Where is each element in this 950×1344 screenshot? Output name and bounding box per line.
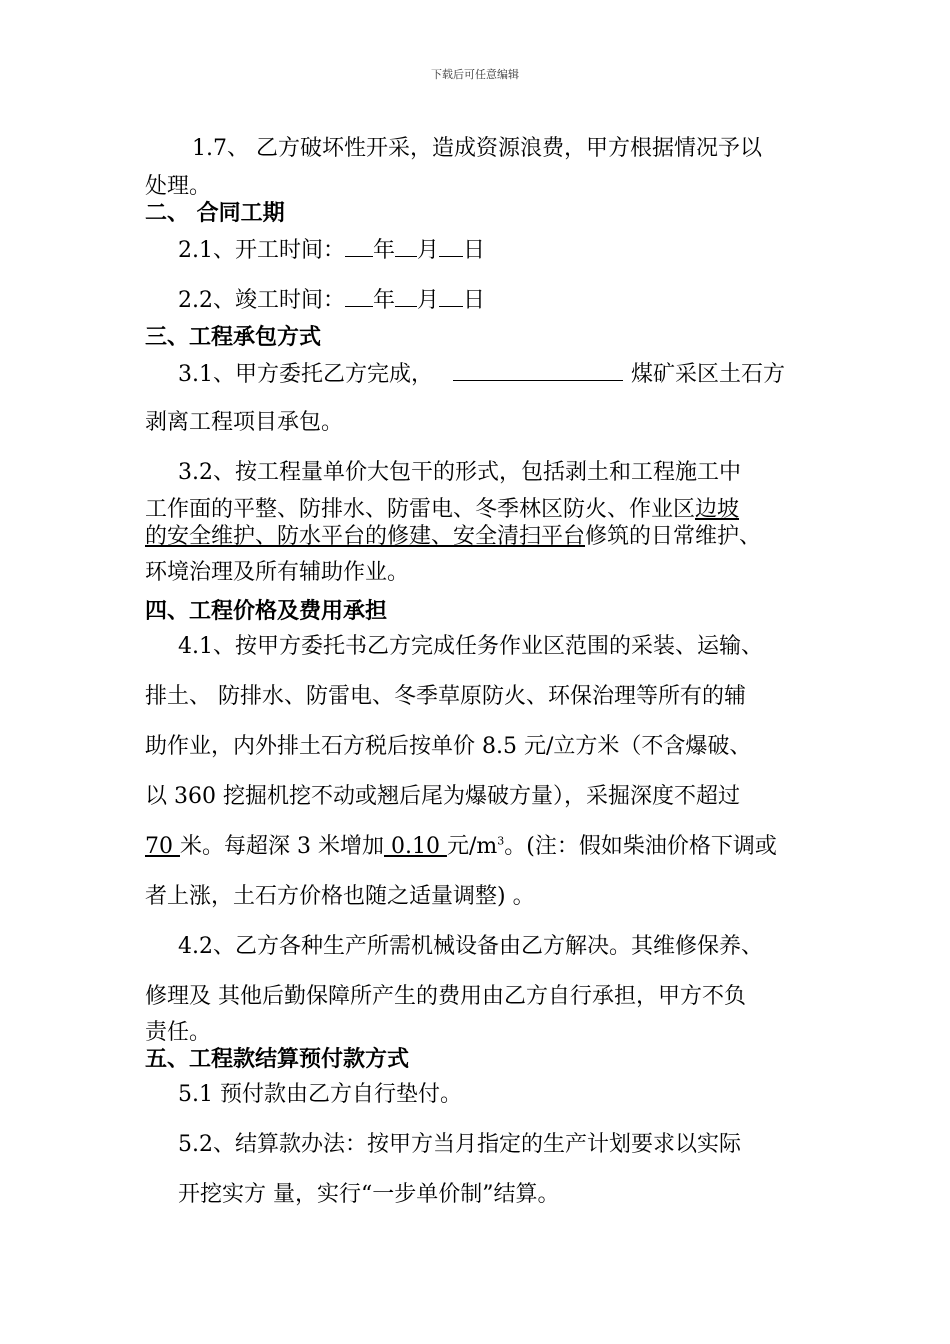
end-date-line [178, 286, 485, 314]
project-name-blank [453, 360, 623, 381]
paragraph-3-2-line-1: 3.2、按工程量单价大包干的形式，包括剥土和工程施工中 [178, 460, 741, 485]
paragraph-4-2-line-2: 修理及 其他后勤保障所产生的费用由乙方自行承担，甲方不负 [145, 984, 746, 1009]
underlined-slope-text: 边坡 [695, 497, 740, 522]
paragraph-3-1-line-2: 剥离工程项目承包。 [145, 410, 344, 435]
year-label: 年 [373, 288, 396, 313]
paragraph-4-1-text-mid: 米。每超深 3 米增加 [180, 834, 384, 859]
section-3-heading: 三、工程承包方式 [145, 324, 322, 350]
year-label: 年 [373, 238, 396, 263]
paragraph-4-1-line-1: 4.1、按甲方委托书乙方完成任务作业区范围的采装、运输、 [178, 634, 763, 659]
start-year-blank [345, 236, 373, 257]
paragraph-4-1-text-end: 。(注：假如柴油价格下调或 [504, 834, 777, 859]
paragraph-4-2-line-1: 4.2、乙方各种生产所需机械设备由乙方解决。其维修保养、 [178, 934, 763, 959]
end-month-blank [395, 286, 417, 307]
underlined-safety-text: 的安全维护、防水平台的修建、安全清扫平台 [145, 524, 586, 549]
paragraph-3-2-text-c2: 修筑的日常维护、 [585, 524, 762, 549]
paragraph-3-1-line-1 [178, 360, 785, 388]
section-5-heading: 五、工程款结算预付款方式 [145, 1046, 410, 1072]
paragraph-3-2-line-3 [145, 524, 761, 550]
unit-superscript: 3 [497, 834, 505, 848]
max-depth-value: 70 [145, 834, 180, 859]
paragraph-4-2-line-3: 责任。 [145, 1020, 212, 1045]
paragraph-3-1-text-b: 煤矿采区土石方 [631, 362, 786, 387]
paragraph-3-2-text-b1: 工作面的平整、防排水、防雷电、冬季林区防火、作业区 [145, 497, 696, 522]
start-month-blank [395, 236, 417, 257]
paragraph-4-1-line-3: 助作业，内外排土石方税后按单价 8.5 元/立方米（不含爆破、 [145, 734, 752, 759]
end-year-blank [345, 286, 373, 307]
page-header-note: 下载后可任意编辑 [431, 68, 519, 81]
section-4-heading: 四、工程价格及费用承担 [145, 598, 388, 624]
paragraph-5-2-line-2: 开挖实方 量，实行“一步单价制”结算。 [178, 1182, 560, 1207]
month-label: 月 [417, 288, 440, 313]
end-date-label: 2.2、竣工时间： [178, 288, 345, 313]
start-date-label: 2.1、开工时间： [178, 238, 345, 263]
paragraph-5-2-line-1: 5.2、结算款办法：按甲方当月指定的生产计划要求以实际 [178, 1132, 741, 1157]
paragraph-1-7-line-1: 1.7、 乙方破坏性开采，造成资源浪费，甲方根据情况予以 [192, 136, 762, 161]
month-label: 月 [417, 238, 440, 263]
day-label: 日 [463, 238, 486, 263]
price-unit: 元/m [446, 834, 498, 859]
paragraph-1-7-line-2: 处理。 [145, 174, 212, 199]
section-2-heading: 二、 合同工期 [145, 200, 285, 226]
paragraph-4-1-line-4: 以 360 挖掘机挖不动或翘后尾为爆破方量），采掘深度不超过 [145, 784, 740, 809]
end-day-blank [439, 286, 463, 307]
paragraph-4-1-line-2: 排土、 防排水、防雷电、冬季草原防火、环保治理等所有的辅 [145, 684, 746, 709]
start-date-line [178, 236, 485, 264]
paragraph-3-2-line-4: 环境治理及所有辅助作业。 [145, 560, 410, 585]
paragraph-4-1-line-6: 者上涨，土石方价格也随之适量调整) 。 [145, 884, 535, 909]
paragraph-3-2-line-2 [145, 497, 739, 523]
start-day-blank [439, 236, 463, 257]
day-label: 日 [463, 288, 486, 313]
paragraph-3-1-text-a: 3.1、甲方委托乙方完成， [178, 362, 433, 387]
paragraph-4-1-line-5 [145, 834, 777, 860]
extra-depth-price: 0.10 [383, 834, 447, 859]
paragraph-5-1: 5.1 预付款由乙方自行垫付。 [178, 1082, 462, 1107]
